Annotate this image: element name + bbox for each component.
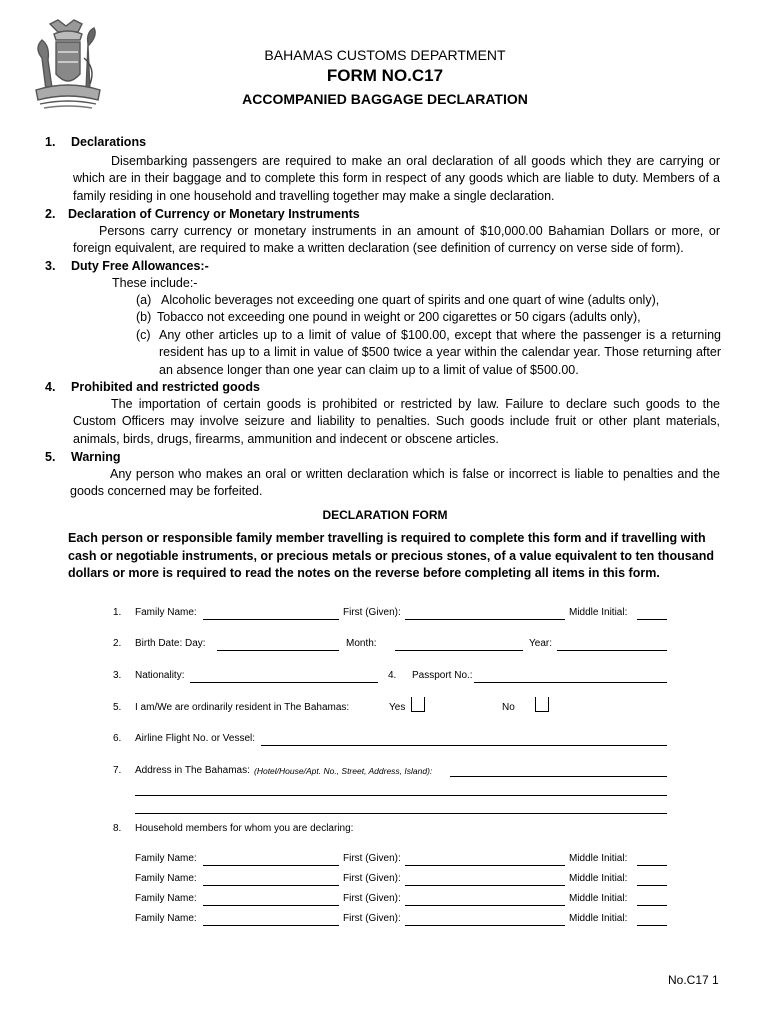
member-middle-label: Middle Initial: — [569, 893, 628, 904]
member-first-label: First (Given): — [343, 893, 401, 904]
member-middle-label: Middle Initial: — [569, 853, 628, 864]
flight-input[interactable] — [261, 745, 667, 746]
field-number: 7. — [113, 765, 122, 776]
allowance-b-label: (b) — [136, 310, 152, 324]
birth-day-input[interactable] — [217, 650, 339, 651]
member-middle-label: Middle Initial: — [569, 873, 628, 884]
form-title: ACCOMPANIED BAGGAGE DECLARATION — [242, 91, 528, 107]
nationality-input[interactable] — [190, 682, 378, 683]
allowance-a-label: (a) — [136, 293, 152, 307]
resident-label: I am/We are ordinarily resident in The Bahamas: — [135, 702, 350, 713]
nationality-label: Nationality: — [135, 670, 185, 681]
birth-month-input[interactable] — [395, 650, 523, 651]
section-title: Declaration of Currency or Monetary Instruments — [68, 207, 360, 221]
allowance-b: Tobacco not exceeding one pound in weight or 200 cigarettes or 50 cigars (adults only), — [157, 310, 641, 324]
allowance-c-label: (c) — [136, 328, 151, 342]
member-middle-input[interactable] — [637, 905, 667, 906]
first-name-label: First (Given): — [343, 607, 401, 618]
field-number: 6. — [113, 733, 122, 744]
member-family-input[interactable] — [203, 885, 339, 886]
birth-day-label: Birth Date: Day: — [135, 638, 206, 649]
field-number: 2. — [113, 638, 122, 649]
member-middle-label: Middle Initial: — [569, 913, 628, 924]
allowance-a: Alcoholic beverages not exceeding one quart of spirits and one quart of wine (adults only), — [161, 293, 660, 307]
section-5-body: Any person who makes an oral or written declaration which is false or incorrect is liable to penalties and the goods concerned may be forfeited. — [70, 467, 720, 499]
declaration-form-title: DECLARATION FORM — [322, 508, 448, 522]
declaration-intro: Each person or responsible family member travelling is required to complete this form and if travelling with cash or negotiable instruments, or precious metals or precious stones, of a value equivalent to ten thousand dollars or more is required to read the notes on the reverse before completing all items in this form. — [68, 531, 714, 580]
field-number: 5. — [113, 702, 122, 713]
member-first-input[interactable] — [405, 905, 565, 906]
member-first-label: First (Given): — [343, 913, 401, 924]
member-first-input[interactable] — [405, 865, 565, 866]
member-first-input[interactable] — [405, 925, 565, 926]
section-title: Declarations — [71, 135, 147, 149]
passport-label: Passport No.: — [412, 670, 473, 681]
flight-label: Airline Flight No. or Vessel: — [135, 733, 256, 744]
member-family-label: Family Name: — [135, 913, 197, 924]
section-4-body: The importation of certain goods is prohibited or restricted by law. Failure to declare such goods to the Custom Officers may involve seizure and liability to penalties. Such goods include fruit or other plant materials, animals, birds, drugs, firearms, ammunition and indecent or obscene articles. — [73, 397, 720, 446]
no-label: No — [502, 702, 515, 713]
field-number: 4. — [388, 670, 397, 681]
field-number: 8. — [113, 823, 122, 834]
allowance-c: Any other articles up to a limit of value of $100.00, except that where the passenger is a returning resident has up to a limit in value of $500 twice a year within the calendar year. Those returning after an absence longer than one year can claim up to a limit of value of $500.00. — [159, 328, 721, 377]
middle-initial-input[interactable] — [637, 619, 667, 620]
yes-label: Yes — [389, 702, 406, 713]
member-family-input[interactable] — [203, 865, 339, 866]
first-name-input[interactable] — [405, 619, 565, 620]
address-input-line-1[interactable] — [450, 776, 667, 777]
member-family-input[interactable] — [203, 925, 339, 926]
page-number: No.C17 1 — [668, 973, 719, 987]
middle-initial-label: Middle Initial: — [569, 607, 628, 618]
department-name: BAHAMAS CUSTOMS DEPARTMENT — [264, 47, 506, 63]
address-label: Address in The Bahamas: — [135, 765, 250, 776]
family-name-label: Family Name: — [135, 607, 197, 618]
section-title: Prohibited and restricted goods — [71, 380, 260, 394]
field-number: 3. — [113, 670, 122, 681]
birth-year-label: Year: — [529, 638, 552, 649]
section-title: Duty Free Allowances:- — [71, 259, 209, 273]
allowances-intro: These include:- — [112, 276, 198, 290]
section-2-body: Persons carry currency or monetary instruments in an amount of $10,000.00 Bahamian Dollars or more, or foreign equivalent, are required to make a written declaration (see definition of currency on verse side of form). — [73, 224, 720, 256]
member-middle-input[interactable] — [637, 865, 667, 866]
family-name-input[interactable] — [203, 619, 339, 620]
section-1-body: Disembarking passengers are required to make an oral declaration of all goods which they are carrying or which are in their baggage and to complete this form in respect of any goods which are liable to duty. Members of a family residing in one household and travelling together may make a single declaration. — [73, 154, 720, 203]
section-number: 2. — [45, 207, 56, 221]
section-number: 4. — [45, 380, 56, 394]
yes-checkbox[interactable] — [411, 697, 425, 712]
member-family-input[interactable] — [203, 905, 339, 906]
address-hint: (Hotel/House/Apt. No., Street, Address, Island): — [254, 766, 433, 776]
birth-month-label: Month: — [346, 638, 377, 649]
address-input-line-2[interactable] — [135, 795, 667, 796]
member-middle-input[interactable] — [637, 925, 667, 926]
member-family-label: Family Name: — [135, 853, 197, 864]
member-family-label: Family Name: — [135, 893, 197, 904]
member-family-label: Family Name: — [135, 873, 197, 884]
household-label: Household members for whom you are declaring: — [135, 823, 354, 834]
field-number: 1. — [113, 607, 122, 618]
member-first-label: First (Given): — [343, 873, 401, 884]
member-middle-input[interactable] — [637, 885, 667, 886]
no-checkbox[interactable] — [535, 697, 549, 712]
address-input-line-3[interactable] — [135, 813, 667, 814]
birth-year-input[interactable] — [557, 650, 667, 651]
member-first-input[interactable] — [405, 885, 565, 886]
form-number: FORM NO.C17 — [326, 66, 444, 85]
section-number: 5. — [45, 450, 56, 464]
member-first-label: First (Given): — [343, 853, 401, 864]
section-number: 1. — [45, 135, 56, 149]
section-number: 3. — [45, 259, 56, 273]
section-title: Warning — [71, 450, 121, 464]
passport-input[interactable] — [474, 682, 667, 683]
